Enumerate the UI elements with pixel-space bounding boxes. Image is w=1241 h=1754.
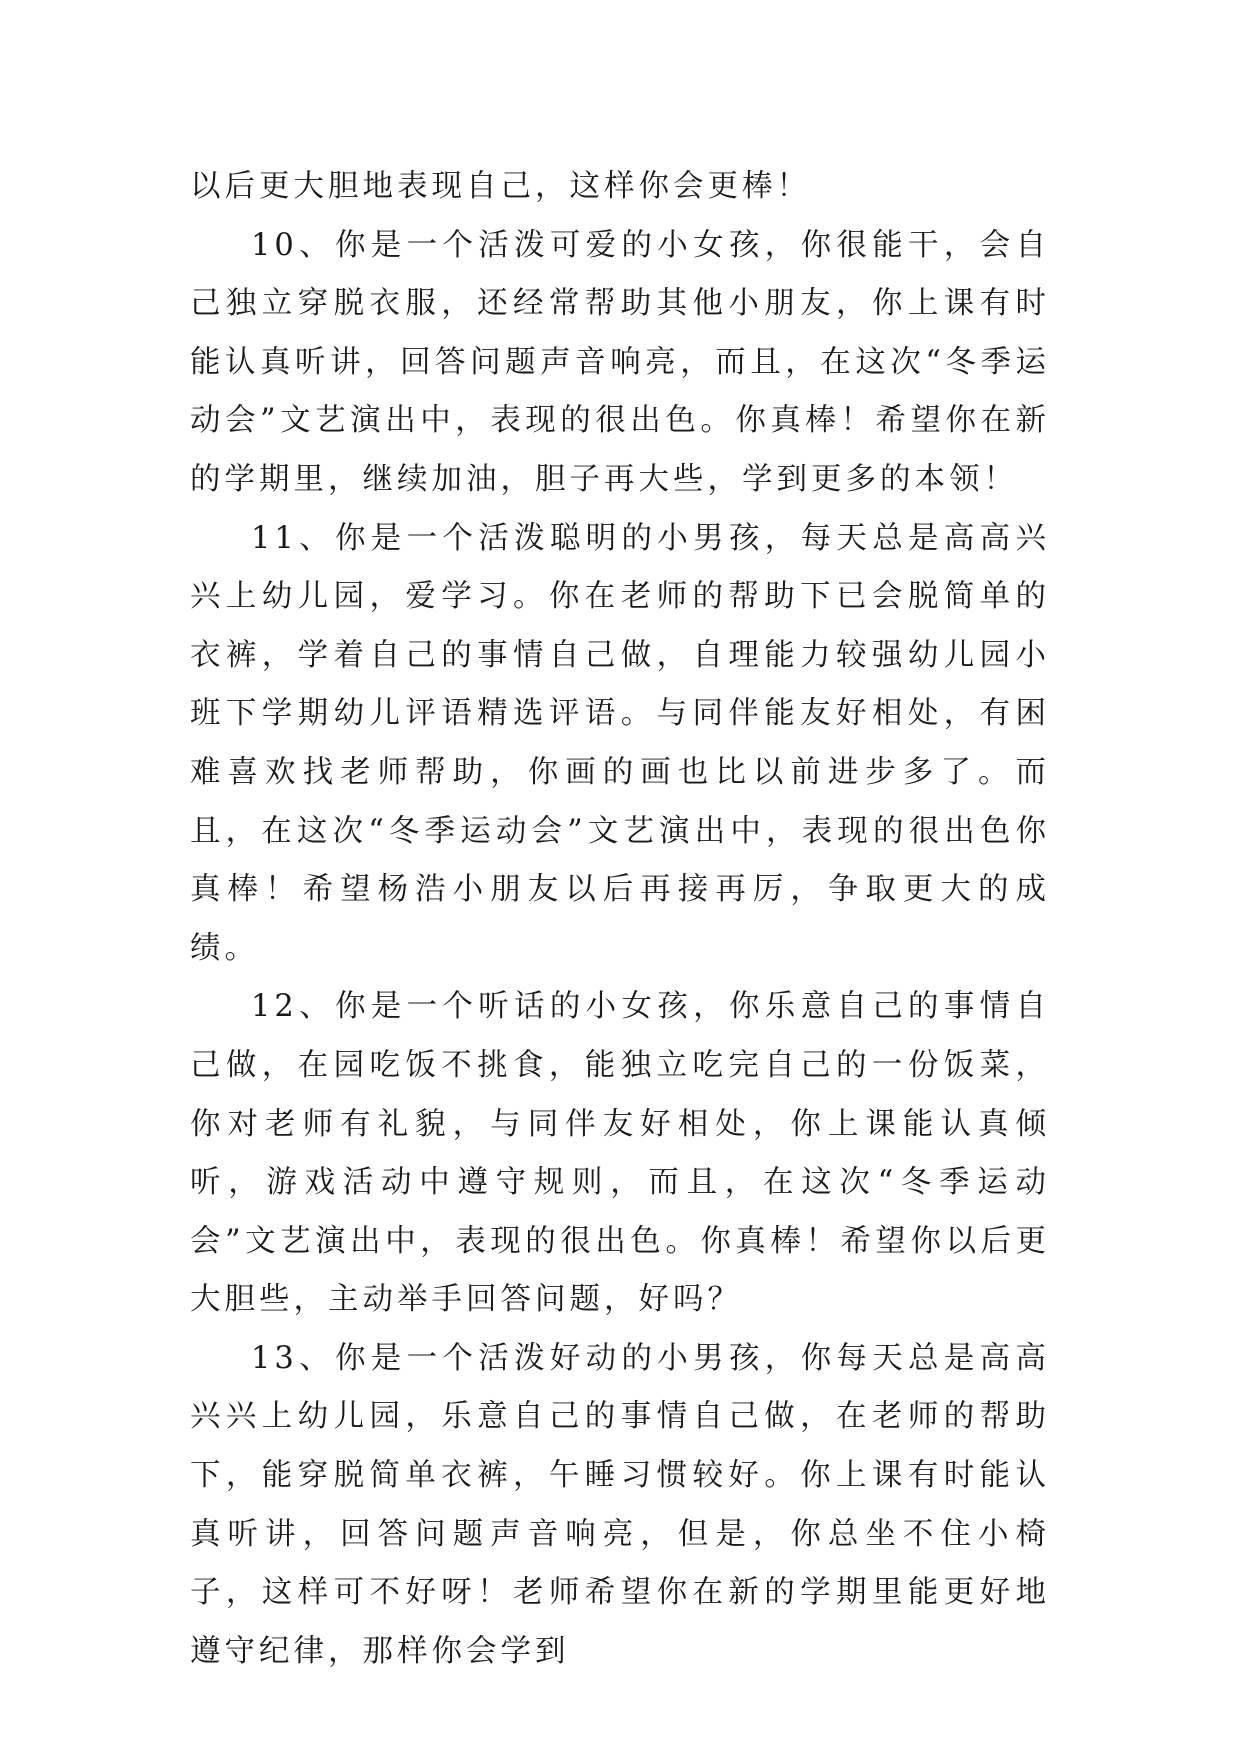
- paragraph-continuation: 以后更大胆地表现自己，这样你会更棒！: [190, 169, 811, 204]
- paragraph-comment-10: 10、你是一个活泼可爱的小女孩，你很能干，会自己独立穿脱衣服，还经常帮助其他小朋友，你上课有时能认真听讲，回答问题声音响亮，而且，在这次“冬季运动会”文艺演出中，表现的很出色。你真棒！希望你在新的学期里，继续加油，胆子再大些，学到更多的本领！: [190, 227, 1050, 497]
- paragraph-comment-12: 12、你是一个听话的小女孩，你乐意自己的事情自己做，在园吃饭不挑食，能独立吃完自己的一份饭菜，你对老师有礼貌，与同伴友好相处，你上课能认真倾听，游戏活动中遵守规则，而且，在这次“冬季运动会”文艺演出中，表现的很出色。你真棒！希望你以后更大胆些，主动举手回答问题，好吗？: [190, 989, 1050, 1318]
- paragraph-comment-13: 13、你是一个活泼好动的小男孩，你每天总是高高兴兴上幼儿园，乐意自己的事情自己做，在老师的帮助下，能穿脱简单衣裤，午睡习惯较好。你上课有时能认真听讲，回答问题声音响亮，但是，你总坐不住小椅子，这样可不好呀！老师希望你在新的学期里能更好地遵守纪律，那样你会学到: [190, 1340, 1050, 1669]
- paragraph-comment-11: 11、你是一个活泼聪明的小男孩，每天总是高高兴兴上幼儿园，爱学习。你在老师的帮助下已会脱简单的衣裤，学着自己的事情自己做，自理能力较强幼儿园小班下学期幼儿评语精选评语。与同伴能友好相处，有困难喜欢找老师帮助，你画的画也比以前进步多了。而且，在这次“冬季运动会”文艺演出中，表现的很出色你真棒！希望杨浩小朋友以后再接再厉，争取更大的成绩。: [190, 520, 1050, 966]
- document-body: [190, 158, 1050, 1681]
